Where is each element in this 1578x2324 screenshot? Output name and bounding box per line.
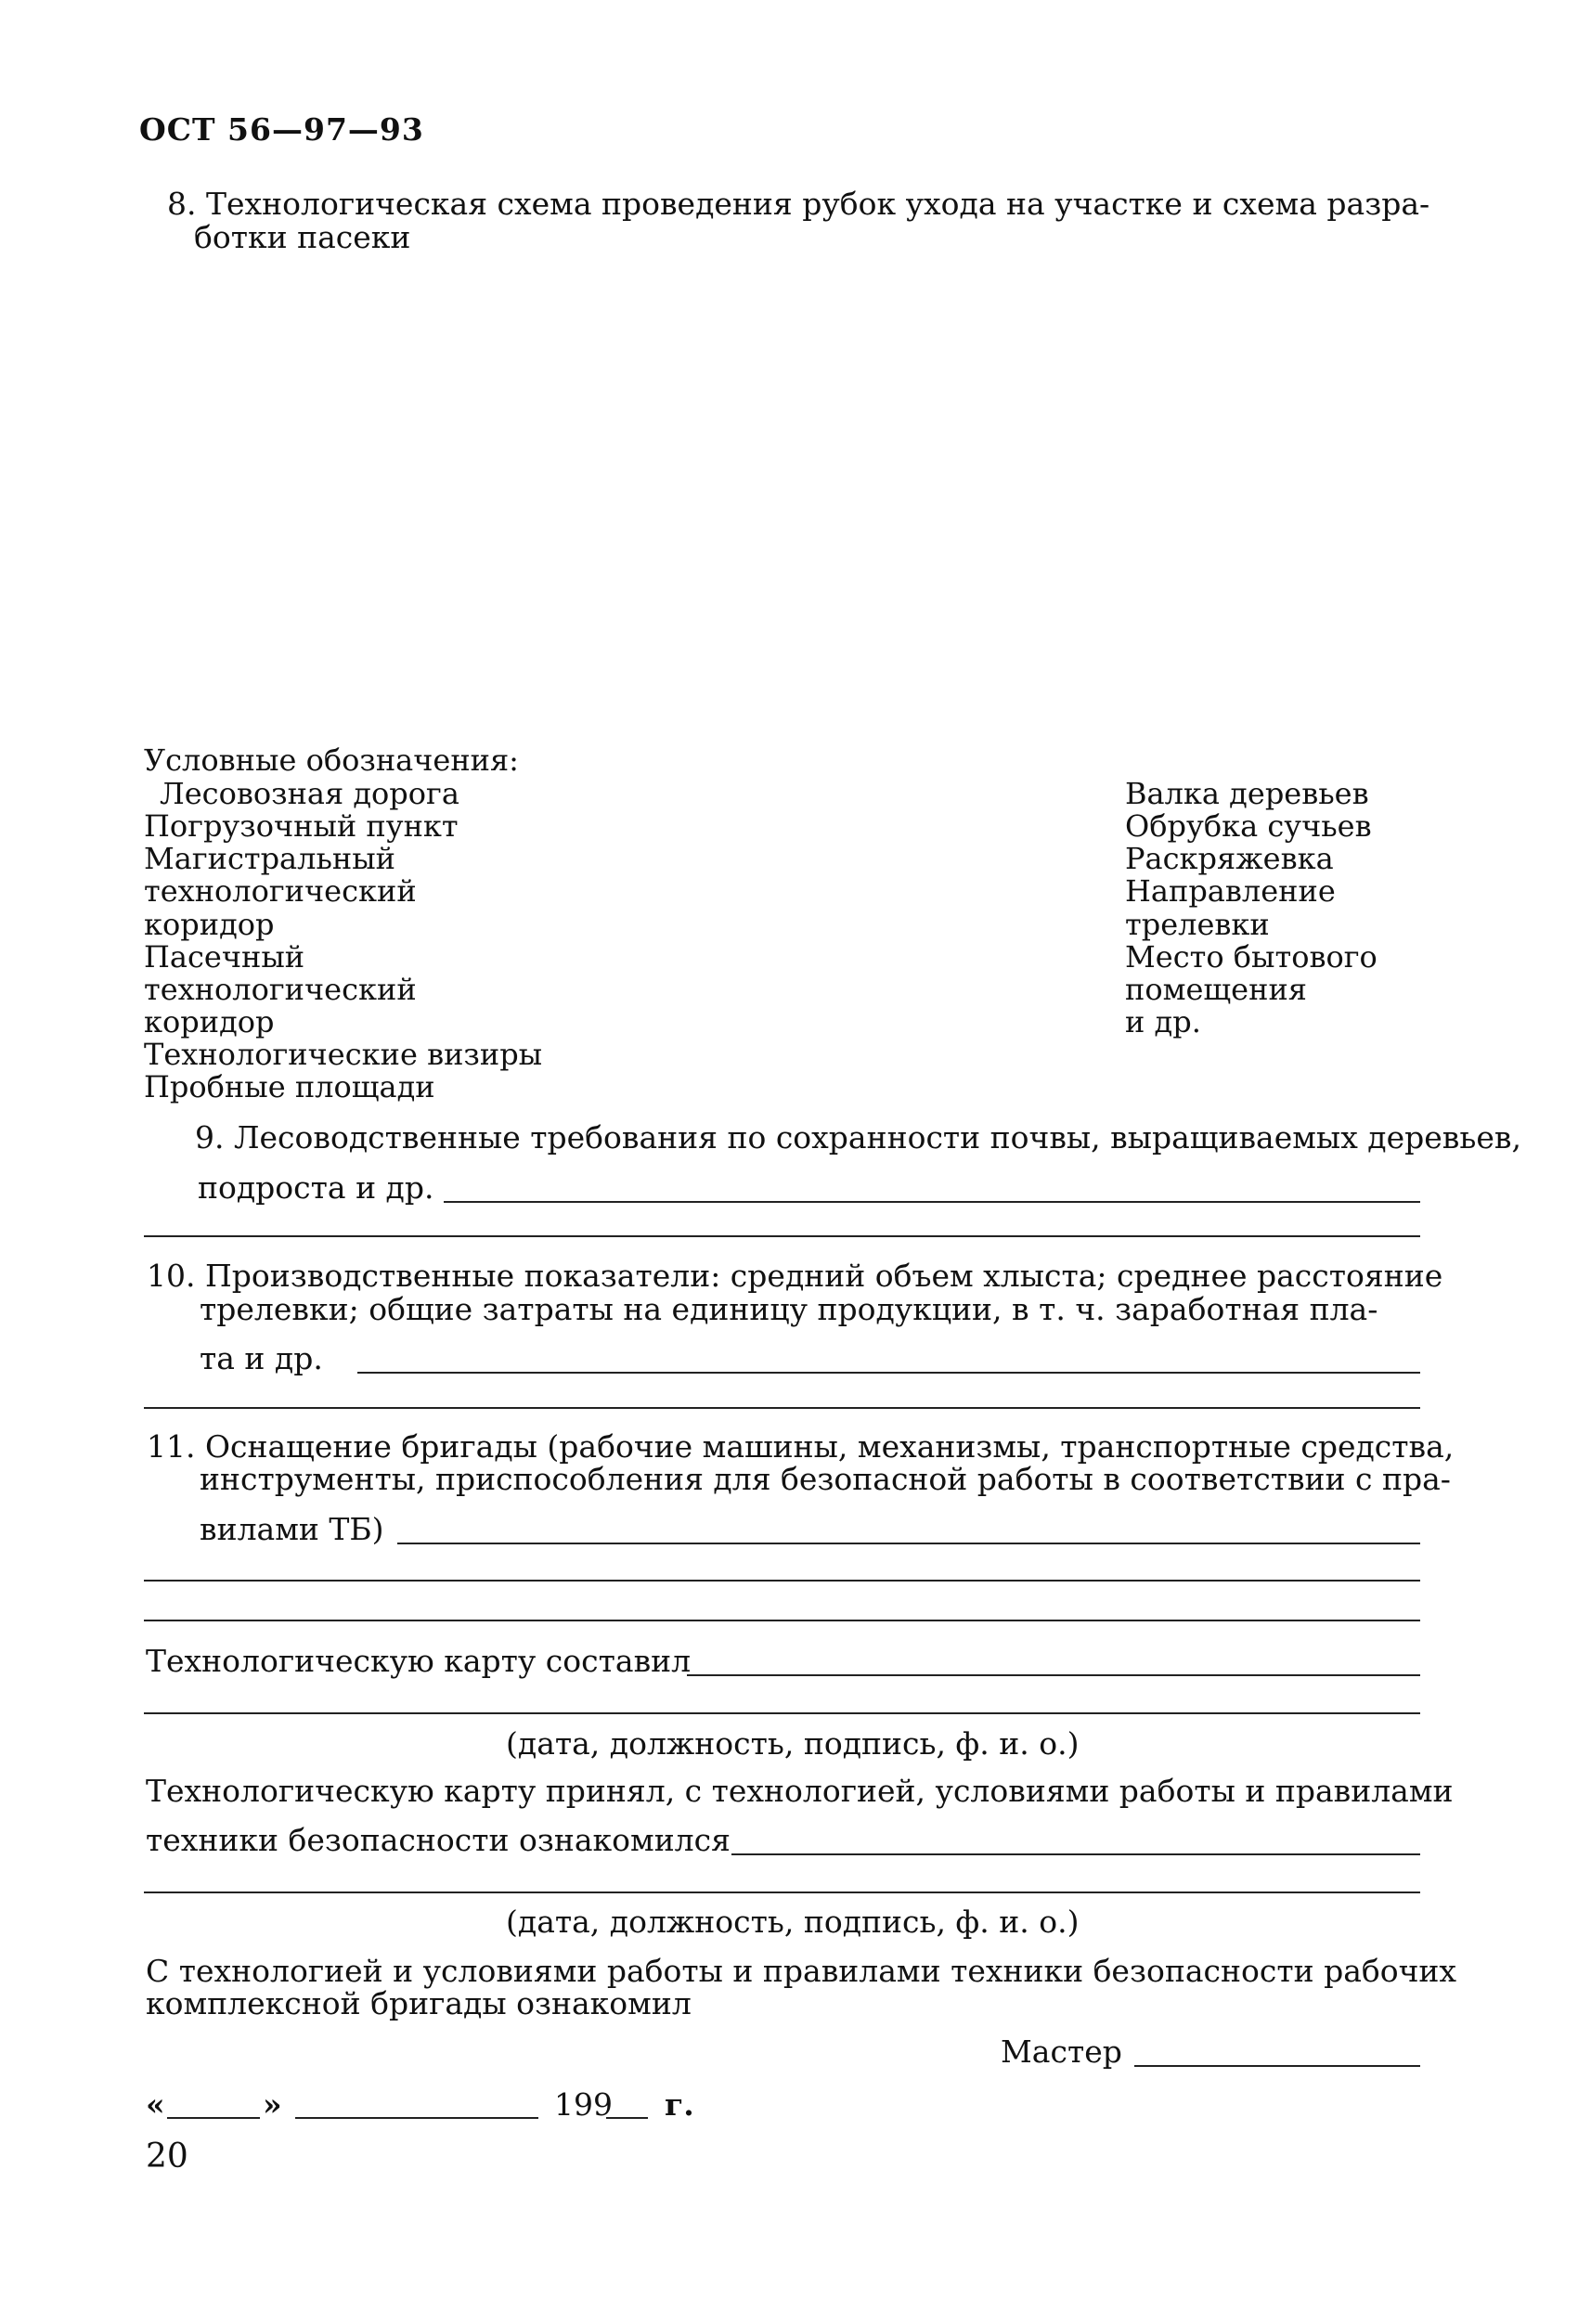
legend-left-item: коридор — [144, 1004, 275, 1039]
item-10-line-1: 10. Производственные показатели: средний объем хлыста; среднее расстояние — [147, 1258, 1443, 1294]
legend-left-item: Технологические визиры — [144, 1037, 543, 1072]
item-10-fill-line[interactable] — [357, 1372, 1420, 1374]
compiled-caption: (дата, должность, подпись, ф. и. о.) — [506, 1725, 1080, 1762]
item-11-line-1: 11. Оснащение бригады (рабочие машины, механизмы, транспортные средства, — [147, 1428, 1455, 1465]
legend-left-item: Магистральный — [144, 841, 395, 876]
legend-right-item: трелевки — [1125, 907, 1270, 942]
legend-right-item: Место бытового — [1125, 939, 1378, 975]
compiled-fill-line-2[interactable] — [144, 1712, 1420, 1714]
item-11-line-3: вилами ТБ) — [200, 1511, 384, 1547]
item-9-fill-line-2[interactable] — [144, 1235, 1420, 1237]
compiled-fill-line[interactable] — [687, 1674, 1420, 1676]
item-11-line-2: инструменты, приспособления для безопасной работы в соответствии с пра- — [200, 1461, 1451, 1497]
date-month-field[interactable] — [295, 2117, 538, 2119]
item-11-fill-line[interactable] — [397, 1543, 1420, 1544]
legend-left-item: технологический — [144, 972, 417, 1007]
legend-right-item: Раскряжевка — [1125, 841, 1334, 876]
legend-left-item: Пасечный — [144, 939, 305, 975]
legend-right-item: Направление — [1125, 873, 1336, 909]
item-8-line-1: 8. Технологическая схема проведения рубок ухода на участке и схема разра- — [167, 186, 1430, 222]
page-number: 20 — [146, 2137, 188, 2176]
accepted-fill-line-2[interactable] — [144, 1891, 1420, 1893]
date-year-suffix: г. — [665, 2086, 694, 2123]
master-label: Мастер — [1001, 2034, 1122, 2070]
legend-left-item: Лесовозная дорога — [160, 776, 459, 811]
item-9-fill-line[interactable] — [444, 1201, 1420, 1203]
familiarized-line-2: комплексной бригады ознакомил — [146, 1985, 692, 2021]
accepted-line-2: техники безопасности ознакомился — [146, 1822, 731, 1858]
legend-right-item: и др. — [1125, 1004, 1201, 1039]
legend-left-item: коридор — [144, 907, 275, 942]
legend-right-item: Валка деревьев — [1125, 776, 1369, 811]
item-11-fill-line-2[interactable] — [144, 1580, 1420, 1582]
date-year-field[interactable] — [606, 2117, 648, 2119]
date-open-quote: « — [146, 2086, 165, 2123]
accepted-line-1: Технологическую карту принял, с технологией, условиями работы и правилами — [146, 1773, 1454, 1809]
legend-left-item: Погрузочный пункт — [144, 808, 459, 844]
document-code: ОСТ 56—97—93 — [139, 111, 424, 148]
item-10-line-3: та и др. — [200, 1340, 323, 1376]
accepted-caption: (дата, должность, подпись, ф. и. о.) — [506, 1904, 1080, 1940]
date-day-field[interactable] — [167, 2117, 260, 2119]
familiarized-line-1: С технологией и условиями работы и правилами техники безопасности рабочих — [146, 1953, 1457, 1989]
legend-title: Условные обозначения: — [144, 742, 519, 778]
item-9-line-1: 9. Лесоводственные требования по сохранности почвы, выращиваемых деревьев, — [195, 1119, 1521, 1156]
date-year-prefix: 199 — [554, 2086, 613, 2123]
date-close-quote: » — [263, 2086, 282, 2123]
item-9-line-2: подроста и др. — [198, 1169, 434, 1206]
item-11-fill-line-3[interactable] — [144, 1620, 1420, 1621]
legend-right-item: Обрубка сучьев — [1125, 808, 1372, 844]
legend-left-item: технологический — [144, 873, 417, 909]
legend-right-item: помещения — [1125, 972, 1307, 1007]
item-10-fill-line-2[interactable] — [144, 1407, 1420, 1409]
item-8-line-2: ботки пасеки — [194, 219, 411, 255]
compiled-label: Технологическую карту составил — [146, 1643, 692, 1679]
master-fill-line[interactable] — [1134, 2065, 1420, 2067]
legend-left-item: Пробные площади — [144, 1069, 435, 1104]
accepted-fill-line[interactable] — [731, 1853, 1420, 1855]
item-10-line-2: трелевки; общие затраты на единицу продукции, в т. ч. заработная пла- — [200, 1291, 1378, 1327]
